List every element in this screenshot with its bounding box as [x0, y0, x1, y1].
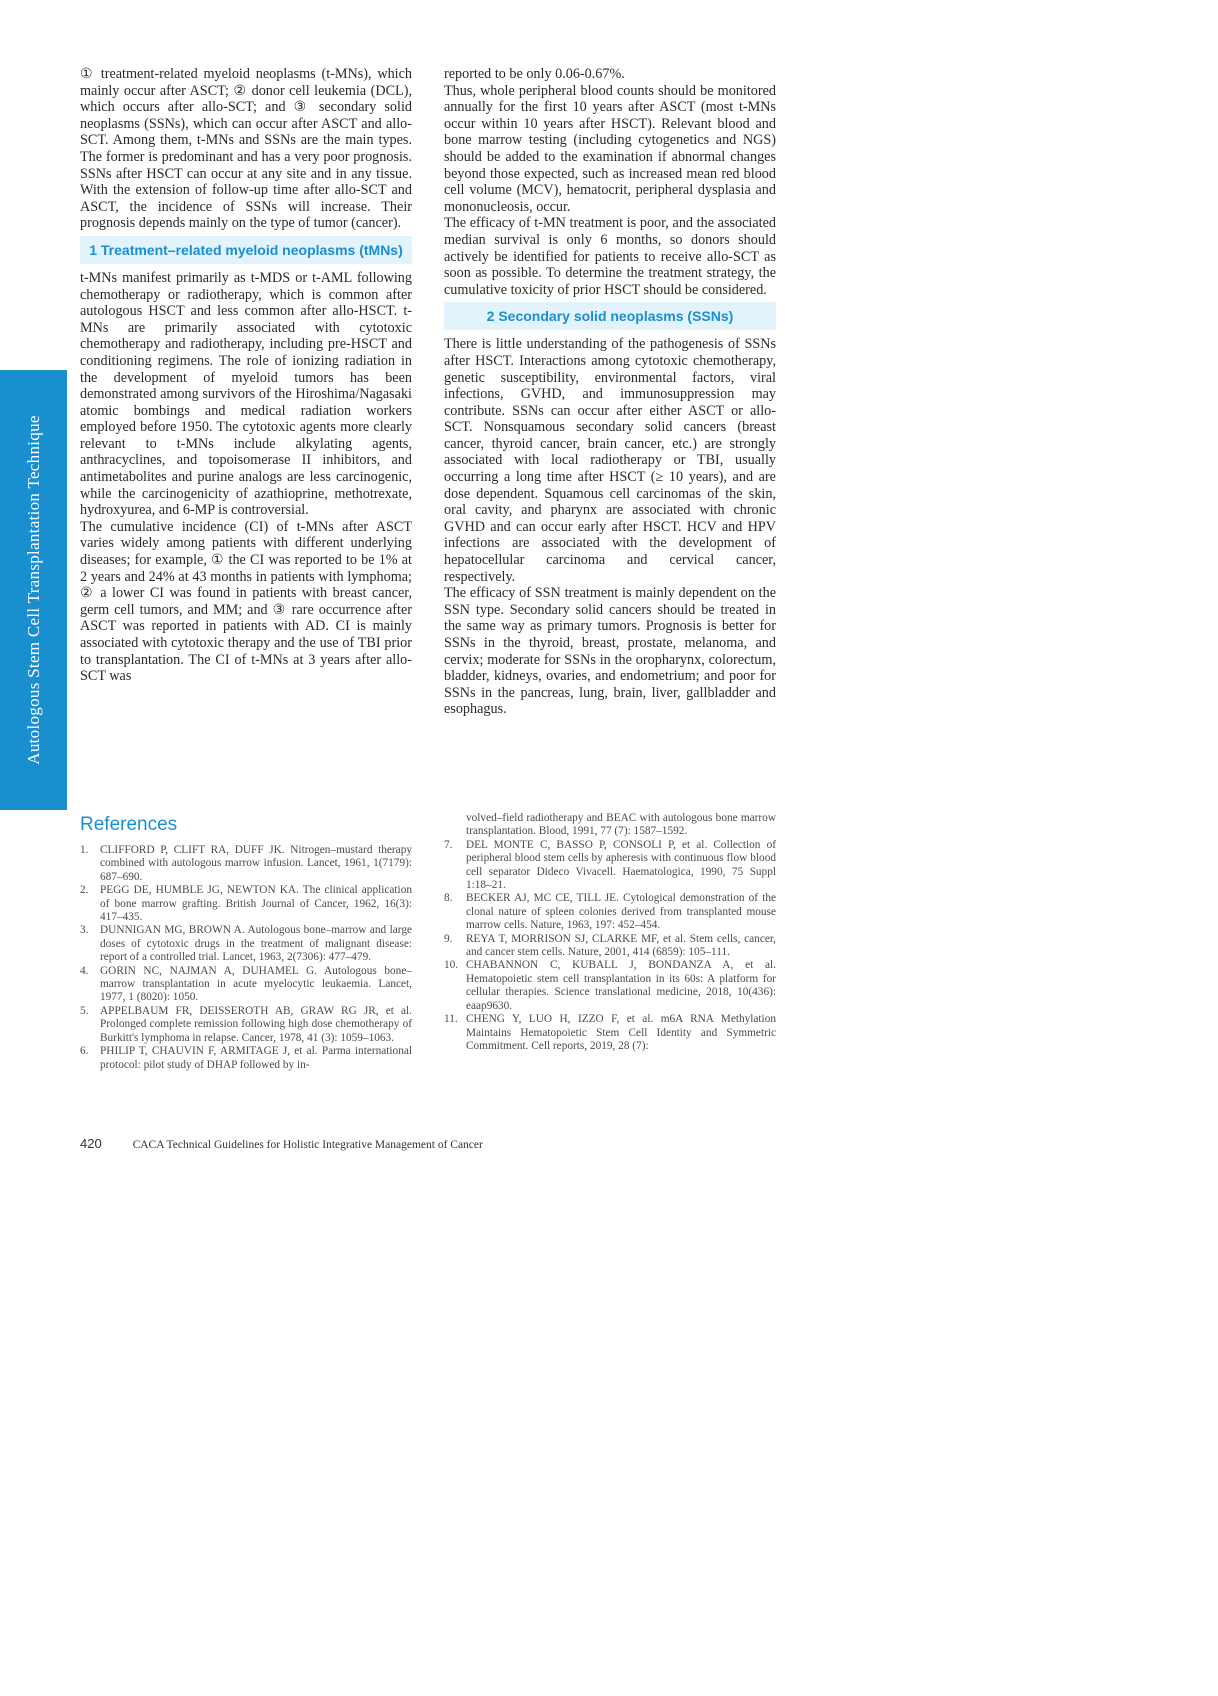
side-tab-title: Autologous Stem Cell Transplantation Technique [24, 415, 43, 765]
reference-text: volved–field radiotherapy and BEAC with autologous bone marrow transplantation. Blood, 1991, 77 (7): 1587–1592. [466, 812, 776, 838]
reference-number: 2. [80, 884, 89, 897]
reference-text: REYA T, MORRISON SJ, CLARKE MF, et al. Stem cells, cancer, and cancer stem cells. Nature, 2001, 414 (6859): 105–111. [466, 932, 776, 959]
reference-number: 8. [444, 892, 453, 905]
paragraph: Thus, whole peripheral blood counts should be monitored annually for the first 10 years after ASCT (most t-MNs occur within 10 years after HSCT). Relevant blood and bone marrow testing (including cytogenetics and NGS) should be added to the examination if abnormal changes beyond those expected, such as increased mean red blood cell volume (MCV), hematocrit, peripheral dysplasia and mononucleosis, occur. [444, 82, 776, 215]
paragraph: The efficacy of SSN treatment is mainly dependent on the SSN type. Secondary solid cancers should be treated in the same way as primary tumors. Prognosis is better for SSNs in the thyroid, breast, prostate, melanoma, and cervix; moderate for SSNs in the oropharynx, colorectum, bladder, kidneys, ovaries, and endometrium; and poor for SSNs in the pancreas, lung, brain, liver, gallbladder and esophagus. [444, 585, 776, 718]
paragraph: There is little understanding of the pathogenesis of SSNs after HSCT. Interactions among cytotoxic chemotherapy, genetic susceptibility, environmental factors, viral infections, GVHD, and immunosuppression may contribute. SSNs can occur after either ASCT or allo-SCT. Nonsquamous secondary solid cancers (breast cancer, thyroid cancer, brain cancer, etc.) are strongly associated with local radiotherapy or TBI, usually occurring a long time after HSCT (≥ 10 years), and are dose dependent. Squamous cell carcinomas of the skin, oral cavity, and pharynx are associated with chronic GVHD and can occur early after HSCT. HCV and HPV infections are associated with the development of hepatocellular carcinoma and cervical cancer, respectively. [444, 336, 776, 585]
right-column [444, 66, 776, 718]
reference-text: CHENG Y, LUO H, IZZO F, et al. m6A RNA Methylation Maintains Hematopoietic Stem Cell Identity and Symmetric Commitment. Cell reports, 2019, 28 (7): [466, 1013, 776, 1052]
paragraph: t-MNs manifest primarily as t-MDS or t-AML following chemotherapy or radiotherapy, which is common after autologous HSCT and less common after allo-HSCT. t-MNs are primarily associated with cytotoxic chemotherapy and radiotherapy, including pre-HSCT and conditioning regimens. The role of ionizing radiation in the development of myeloid tumors has been demonstrated among survivors of the Hiroshima/Nagasaki atomic bombings and medical radiation workers employed before 1950. The cytotoxic agents more clearly relevant to t-MNs include alkylating agents, anthracyclines, and topoisomerase II inhibitors, and antimetabolites and purine analogs are less carcinogenic, while the carcinogenicity of azathioprine, methotrexate, hydroxyurea, and 6-MP is controversial. [80, 269, 412, 519]
reference-number: 1. [80, 844, 89, 856]
reference-continuation [444, 812, 776, 839]
paragraph: The cumulative incidence (CI) of t-MNs after ASCT varies widely among patients with different underlying diseases; for example, ① the CI was reported to be 1% at 2 years and 24% at 43 months in patients with lymphoma; ② a lower CI was found in patients with breast cancer, germ cell tumors, and MM; and ③ rare occurrence after ASCT was reported in patients with AD. CI is mainly associated with cytotoxic therapy and the use of TBI prior to transplantation. The CI of t-MNs at 3 years after allo-SCT was [80, 518, 412, 685]
reference-indent [444, 812, 466, 839]
reference-item [80, 924, 412, 964]
references-list-left [80, 844, 412, 1072]
reference-item [80, 965, 412, 1005]
page-footer [80, 1136, 483, 1151]
left-column [80, 66, 412, 685]
reference-item [80, 844, 412, 884]
reference-number: 3. [80, 924, 89, 937]
reference-text: PHILIP T, CHAUVIN F, ARMITAGE J, et al. Parma international protocol: pilot study of DHAP followed by in- [100, 1045, 412, 1071]
reference-text: BECKER AJ, MC CE, TILL JE. Cytological demonstration of the clonal nature of spleen colonies derived from transplanted mouse marrow cells. Nature, 1963, 197: 452–454. [466, 892, 776, 932]
reference-text: DEL MONTE C, BASSO P, CONSOLI P, et al. Collection of peripheral blood stem cells by apheresis with continuous flow blood cell separator Dideco Vivacell. Haematologica, 1990, 75 Suppl 1:18–21. [466, 838, 776, 892]
reference-text: CHABANNON C, KUBALL J, BONDANZA A, et al. Hematopoietic stem cell transplantation in its 60s: A platform for cellular therapies. Science translational medicine, 2018, 10(436): eaap9630. [466, 959, 776, 1012]
section-heading-tmns: 1 Treatment–related myeloid neoplasms (tMNs) [80, 236, 412, 264]
book-title: CACA Technical Guidelines for Holistic Integrative Management of Cancer [132, 1139, 483, 1151]
paragraph: The efficacy of t-MN treatment is poor, and the associated median survival is only 6 months, so donors should actively be identified for patients to receive allo-SCT as soon as possible. To determine the treatment strategy, the cumulative toxicity of prior HSCT should be considered. [444, 215, 776, 298]
paragraph: ① treatment-related myeloid neoplasms (t-MNs), which mainly occur after ASCT; ② donor cell leukemia (DCL), which occurs after allo-SCT; and ③ secondary solid neoplasms (SSNs), which can occur after ASCT and allo-SCT. Among them, t-MNs and SSNs are the main types. The former is predominant and has a very poor prognosis. SSNs after HSCT can occur at any site and in any tissue. With the extension of follow-up time after allo-SCT and ASCT, the incidence of SSNs will increase. Their prognosis depends mainly on the type of tumor (cancer). [80, 66, 412, 232]
reference-item [444, 839, 776, 893]
reference-number: 11. [444, 1013, 458, 1026]
references-title: References [80, 814, 178, 835]
references-list-right [444, 812, 776, 1053]
reference-text: DUNNIGAN MG, BROWN A. Autologous bone–marrow and large doses of cytotoxic drugs in the treatment of malignant disease: report of a controlled trial. Lancet, 1963, 2(7306): 477–479. [100, 924, 412, 964]
reference-text: PEGG DE, HUMBLE JG, NEWTON KA. The clinical application of bone marrow grafting. British Journal of Cancer, 1962, 16(3): 417–435. [100, 884, 412, 924]
reference-item [444, 892, 776, 932]
reference-item [444, 959, 776, 1013]
reference-text: GORIN NC, NAJMAN A, DUHAMEL G. Autologous bone–marrow transplantation in acute myelocytic leukaemia. Lancet, 1977, 1 (8020): 1050. [100, 964, 412, 1004]
reference-item [80, 884, 412, 924]
reference-number: 10. [444, 959, 459, 972]
section-heading-ssns: 2 Secondary solid neoplasms (SSNs) [444, 302, 776, 330]
reference-text: CLIFFORD P, CLIFT RA, DUFF JK. Nitrogen–mustard therapy combined with autologous marrow infusion. Lancet, 1961, 1(7179): 687–690. [100, 844, 412, 883]
reference-item [80, 1045, 412, 1072]
reference-number: 7. [444, 838, 453, 851]
reference-item [80, 1005, 412, 1045]
paragraph: reported to be only 0.06-0.67%. [444, 66, 625, 82]
reference-number: 4. [80, 964, 89, 977]
reference-number: 5. [80, 1004, 89, 1017]
reference-item [444, 933, 776, 960]
reference-number: 6. [80, 1045, 89, 1058]
page-number: 420 [80, 1136, 102, 1151]
reference-item [444, 1013, 776, 1053]
reference-text: APPELBAUM FR, DEISSEROTH AB, GRAW RG JR, et al. Prolonged complete remission following high dose chemotherapy of Burkitt's lymphoma in relapse. Cancer, 1978, 41 (3): 1059–1063. [100, 1004, 412, 1044]
reference-number: 9. [444, 932, 453, 945]
